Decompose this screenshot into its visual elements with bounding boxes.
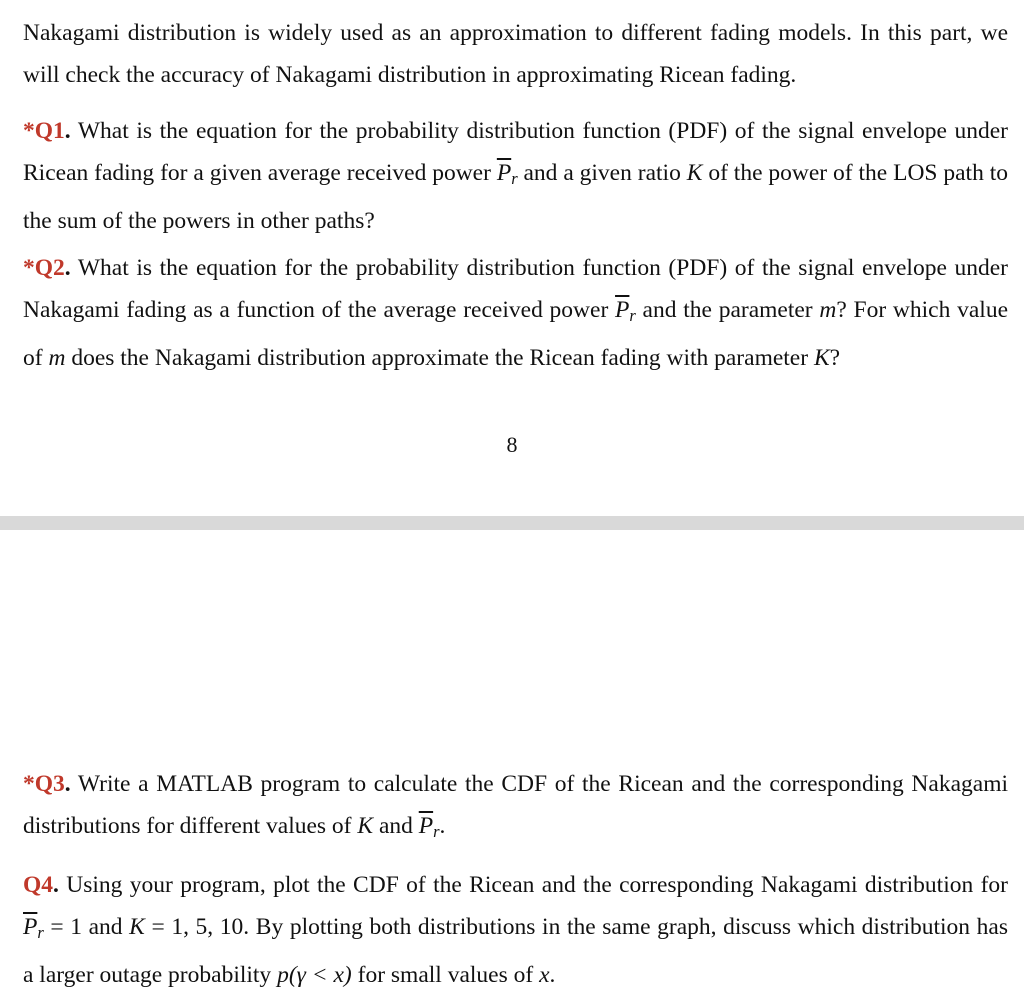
question-2-paragraph xyxy=(23,247,1008,379)
question-4-text-c: . By plotting both distributions in the same graph, discuss which distribution has a larger outage probability xyxy=(23,914,1008,989)
question-1-label: *Q1 xyxy=(23,118,65,144)
question-2-text-b: and the parameter xyxy=(635,297,820,323)
question-2-label: *Q2 xyxy=(23,255,65,281)
question-1-paragraph xyxy=(23,110,1008,242)
variable-k: K xyxy=(357,813,374,839)
question-4-dot: . xyxy=(53,872,59,898)
question-2-text-e: ? xyxy=(829,345,841,372)
power-symbol: $\overline{P}_r$ xyxy=(23,914,44,943)
question-3-label: *Q3 xyxy=(23,771,65,797)
question-3-paragraph xyxy=(23,763,1008,853)
intro-text: Nakagami distribution is widely used as an approximation to different fading models. In this part, we will check the accuracy of Nakagami distribution in approximating Ricean fading. xyxy=(23,20,1008,88)
variable-k: K xyxy=(686,160,703,186)
question-2-text-d: does the Nakagami distribution approximate the Ricean fading with parameter xyxy=(65,345,814,372)
power-symbol: $\overline{P}_r$ xyxy=(496,160,518,189)
question-4-text-d: for small values of xyxy=(351,962,540,989)
question-3-text-a: Write a MATLAB program to calculate the CDF of the Ricean and the corresponding Nakagami distributions for different values of xyxy=(23,771,1008,839)
question-4-equation-k: = 1, 5, 10 xyxy=(144,914,244,940)
variable-k: K xyxy=(813,345,830,372)
outage-probability-expression: p(γ < x) xyxy=(277,962,352,989)
question-4-text-a: Using your program, plot the CDF of the Ricean and the corresponding Nakagami distribution for xyxy=(58,872,1008,898)
question-4-label: Q4 xyxy=(23,872,54,898)
variable-m: m xyxy=(48,345,66,372)
question-1-text-a: What is the equation for the probability distribution function (PDF) of the signal envelope under Ricean fading for a given average received power xyxy=(23,118,1008,186)
question-3-text-b: and xyxy=(373,813,419,839)
question-4-equation-power: = 1 xyxy=(43,914,82,940)
question-1-text-c: of the power of the LOS path to the sum of the powers in other paths? xyxy=(23,160,1009,235)
question-2-text-a: What is the equation for the probability distribution function (PDF) of the signal envelope under Nakagami fading as a function of the average received power xyxy=(23,255,1008,323)
question-3-text-c: . xyxy=(439,813,446,839)
question-4-text-b: and xyxy=(82,914,130,940)
question-1-text-b: and a given ratio xyxy=(517,160,687,186)
question-2-text-c: ? For which value of xyxy=(23,297,1008,372)
question-1-dot: . xyxy=(64,118,71,144)
page-number: 8 xyxy=(506,432,518,457)
question-4-text-e: . xyxy=(549,962,556,989)
question-3-dot: . xyxy=(64,771,71,797)
power-symbol: $\overline{P}_r$ xyxy=(615,297,636,326)
variable-m: m xyxy=(819,297,837,323)
document-page-bottom xyxy=(0,530,1024,994)
variable-x: x xyxy=(539,962,550,989)
question-2-dot: . xyxy=(64,255,71,281)
page-separator xyxy=(0,516,1024,530)
power-symbol: $\overline{P}_r$ xyxy=(418,813,440,842)
question-4-paragraph xyxy=(23,864,1008,996)
variable-k: K xyxy=(129,914,145,940)
intro-paragraph xyxy=(23,12,1008,96)
